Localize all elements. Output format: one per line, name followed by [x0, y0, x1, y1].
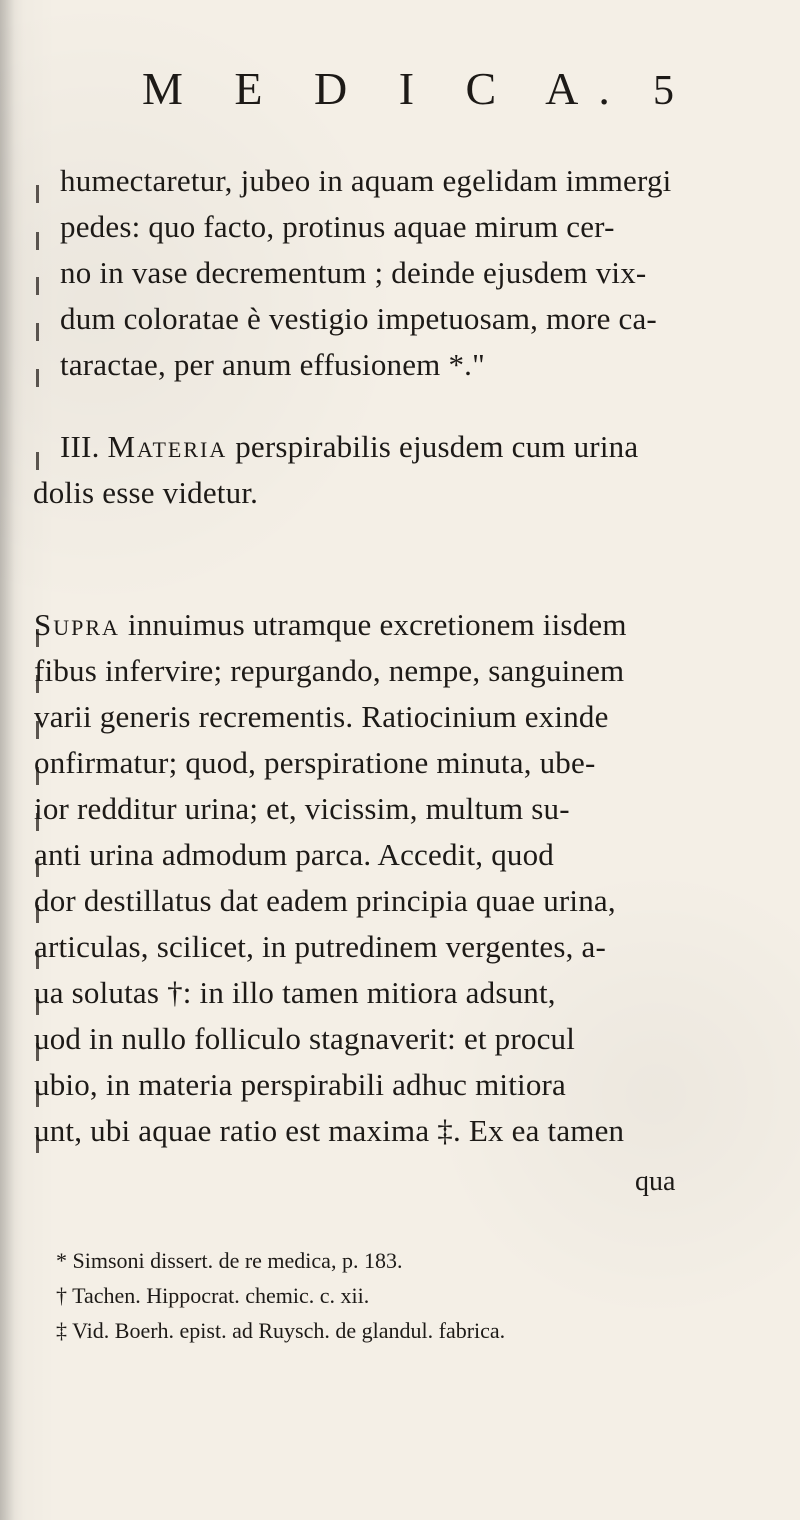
running-title: M E D I C A.: [142, 63, 630, 114]
paragraph-first-line: Supra innuimus utramque excretionem iisdem: [34, 607, 627, 642]
body-line: pedes: quo facto, protinus aquae mirum cer-: [60, 209, 615, 244]
body-line: onfirmatur; quod, perspiratione minuta, ube-: [34, 745, 596, 780]
body-line: ior redditur urina; et, vicissim, multum su-: [34, 791, 570, 826]
margin-mark: [36, 232, 39, 250]
body-line: fibus infervire; repurgando, nempe, sanguinem: [34, 653, 625, 688]
body-line: no in vase decrementum ; deinde ejusdem vix-: [60, 255, 647, 290]
body-line: dolis esse videtur.: [33, 475, 259, 510]
body-line: humectaretur, jubeo in aquam egelidam immergi: [60, 163, 672, 198]
body-line: varii generis recrementis. Ratiocinium exinde: [34, 699, 609, 734]
margin-mark: [36, 185, 39, 203]
margin-mark: [36, 452, 39, 470]
body-line: unt, ubi aquae ratio est maxima ‡. Ex ea tamen: [34, 1113, 625, 1148]
body-line: dor destillatus dat eadem principia quae urina,: [34, 883, 616, 918]
section-heading-text: III. Materia perspirabilis ejusdem cum urina: [60, 429, 639, 464]
body-line: taractae, per anum effusionem *.": [60, 347, 485, 382]
page-gutter-shadow: [0, 0, 24, 1520]
catchword: qua: [635, 1166, 676, 1197]
body-line: ua solutas †: in illo tamen mitiora adsunt,: [34, 975, 556, 1010]
body-line: ubio, in materia perspirabili adhuc mitiora: [34, 1067, 566, 1102]
page-header: [132, 63, 692, 114]
body-line: articulas, scilicet, in putredinem vergentes, a-: [34, 929, 606, 964]
section-heading-line: [60, 431, 638, 462]
page-number: 5: [653, 68, 674, 114]
margin-mark: [36, 369, 39, 387]
footnote: † Tachen. Hippocrat. chemic. c. xii.: [56, 1283, 370, 1308]
footnote: * Simsoni dissert. de re medica, p. 183.: [56, 1248, 403, 1273]
body-line: dum coloratae è vestigio impetuosam, more ca-: [60, 301, 657, 336]
body-line: anti urina admodum parca. Accedit, quod: [34, 837, 554, 872]
footnote: ‡ Vid. Boerh. epist. ad Ruysch. de glandul. fabrica.: [56, 1318, 506, 1343]
margin-mark: [36, 323, 39, 341]
body-line: uod in nullo folliculo stagnaverit: et procul: [34, 1021, 576, 1056]
margin-mark: [36, 277, 39, 295]
